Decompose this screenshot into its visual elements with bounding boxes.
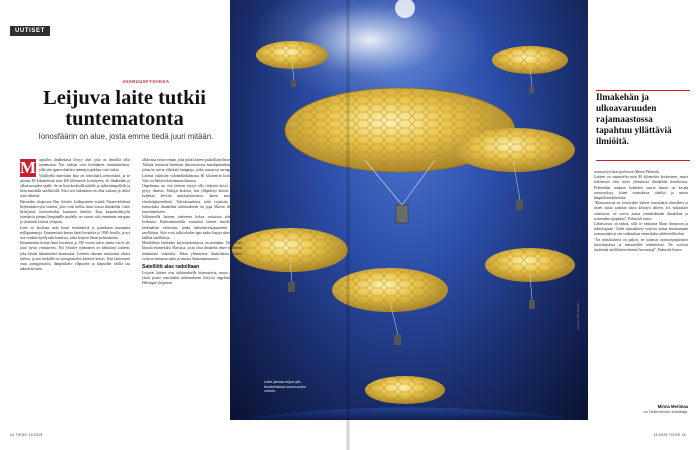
body-paragraph: ”Jos mittalaitteita on paljon, ne auttavat avaruusympäristön kartoituksessa ja ennusteiden tekemisessä. Ne voisivat täydentää satelliittien tekemiä havaintoja”, Palmroth kertoo. xyxy=(594,237,688,253)
payload-box-icon xyxy=(394,335,401,345)
body-paragraph: Harvardin yliopiston Ben Schafer kollegoineen esitteli Nature-lehdessä höyhenenkevyen laitteen, joka voisi kellua tässä osassa ilmakehää. Laite hyödyntää fotoforeesiksi kutsuttua ilmiötä: Kun kaasumolekyylit törmäävät pinnan lämpimälle puolelle, ne saavat siitä enemmän energiaa ja työntävät laitetta ylöspäin. xyxy=(20,199,130,225)
body-paragraph: aapallon ilmakehästä löytyy alue, joka on ilmiöiltä ollut tuntematon. Nyt tutkijat ovat kehittäneet mittalaitteiston, jolla tätä ignorosfääriksi nimettyä paikkaa voisi tutkia. xyxy=(39,158,130,173)
hexagon-disc-icon xyxy=(455,128,575,172)
body-paragraph: Mahdollisia laitteiden käyttötarkoituksia on muitakin. Niitä voisi käyttää esimerkiksi Marsissa, jossa ohut ilmakehä tekee tavallisen lentämisen vaikeaksi. Maan ylemmässä ilmakehässä laitteet voisivat ennustaa säätä ja seurata ilmastonmuutosta. xyxy=(142,241,242,261)
byline-role: on Tiede-lehden toimittaja. xyxy=(643,410,688,414)
body-paragraph: Valitsemalla laitteen rakenteen kokoa voitaisiin säätää sen korkeutta. Radioantenneilla varustetut laitteet muodostaisivat keskinäisen verkoston, jonka tiedonsiirtokapasiteetti vastaisi satelliitteja. Siitä voisi tulla tehokas tapa tutkia laajoja alueita ilman kalliita satelliitteja. xyxy=(142,215,242,241)
illustration-floating-discs xyxy=(230,0,588,420)
body-paragraph: Lähiavaruus on tärkeä, sillä se vaikuttaa Maan ilmastoon ja teknologiaan. Uudet mittalaitteet voisivat auttaa ennustamaan avaruussäätä ja sen vaikutuksia esimerkiksi sähköverkkoihin. xyxy=(594,222,688,237)
body-paragraph: avaruusfyysikon professori Minna Palmroth. xyxy=(594,170,660,174)
kicker: AVARUUSFYSIIKKA xyxy=(122,79,170,84)
body-paragraph: Leijuvat laitteet ovat tutkimukselle kiinnostavia, mutta ne eivät yksin poista ionosfäärin tutkimukseen liittyviä ongelmia, sanoo Helsingin yliopiston xyxy=(142,271,242,286)
disc-scene xyxy=(230,0,588,420)
body-paragraph: Ensimmäisiä kertaa ilmiö havaittiin jo 180 vuotta sitten, mutta sitä ei ole juuri hyvin ymmärretty. Nyt Schafer ryhmineen on kehittänyt laitteen, joka kestää äärimmäistä kuumuutta. Laitteen rakenne muistuttaa ohutta kalvoa, ja sen keskellä on auringonvaloa keräävä kerros. Kun laitteeseen osuu auringonvaloa, lämpötilaero yläpuolen ja alapuolen välillä saa aikaan nosteen. xyxy=(20,241,130,272)
payload-box-icon xyxy=(288,282,295,292)
payload-box-icon xyxy=(529,300,535,309)
subheading: Satelliitit alas radoiltaan xyxy=(142,264,200,271)
hexagon-disc-icon xyxy=(232,228,348,272)
image-credit: Kuvitus: Ben Schafer xyxy=(576,301,580,330)
pull-quote: Ilmakehän ja ulkoavaruuden rajamaastossa tapahtuu yllättäviä ilmiöitä. xyxy=(596,93,672,147)
body-column-3 xyxy=(594,170,688,394)
page-gutter xyxy=(346,0,350,450)
payload-box-icon xyxy=(396,205,408,223)
body-paragraph: Laitteet on suunniteltu noin 80 kilometrin korkeuteen, mutta tutkittavaa olisi myös ylemmissä ilmakehän kerroksissa. Palmrothin mukaan laitteiden suurin haaste on kestää avaruusoloja, kuten voimakasta säteilyä ja suuria lämpötilanvaihteluita. xyxy=(594,175,688,201)
body-paragraph: Ongelmana on, että laitteen täytyy olla riittävän kevyt, jotta se pysyy ilmassa. Tutkijat laskivat, että ylläpidetyt laitteet voisivat kuljettaa kevyttä mittauslaitteistoa, kuten anturit ja viestintäjärjestelmiä. Tulevaisuudessa niitä voitaisiin käyttää esimerkiksi ilmakehän tutkimukseen tai jopa Marsin ilmakehän kartoittamiseen. xyxy=(142,184,242,215)
byline-name: Minna Merimaa xyxy=(657,404,688,409)
payload-box-icon xyxy=(516,200,523,210)
body-paragraph: alhaisissa nostovoiman, joka pitää laitteen paikoillaan ilmassa. xyxy=(142,158,235,162)
body-paragraph: ”Kiinnostavaa on, kestävätkö laitteet ionosfäärin olosuhteet ja miten niistä saadaan dataa kerättyä talteen. Jos mittaukset onnistuvat, ne voivat auttaa ymmärtämään ilmakehän ja avaruuden rajapintaa”, Palmroth sanoo. xyxy=(594,201,688,221)
pull-quote-rule xyxy=(596,90,690,91)
body-column-1 xyxy=(20,158,130,406)
body-paragraph: Vitalilsella nimettään alue on ionosfäärit–termosfääri, ja se ulottuu 80 kilometristä noin 400 kilometrin korkeuteen, eli ilmakehän ja ulkoavaruuden rajalle. Se on liian korkealla tutkille ja sääluotainpallolle ja liian matalalla satelliiteille. Siksi sen tutkiminen on ollut vaikeaa ja tiedot siitä vähäisiä. xyxy=(20,173,130,199)
image-caption: Laite jaksaa leijua ylä-ilmakehässä kuumuuden voimin. xyxy=(264,380,307,394)
body-paragraph: Tutkijat testasivat laitettaan laboratoriossa matalapainekammiossa, johon he tuivat ylikeksiä lamppuja, jotka vastasivat auringonvaloa. Laitetta valaistiin valonnäkökulmasta 60 kilometrin korkeudesta. Valo sai laitteen kohoamaan ilmassa. xyxy=(142,163,242,183)
payload-box-icon xyxy=(291,80,296,87)
headline: Leijuva laite tutkii tuntematonta xyxy=(43,87,206,130)
hexagon-disc-icon xyxy=(256,41,328,69)
pull-quote-rule xyxy=(596,160,690,161)
payload-box-icon xyxy=(529,86,534,93)
planet-limb xyxy=(230,408,588,421)
hexagon-disc-icon xyxy=(365,376,445,404)
dropcap: M xyxy=(20,158,37,177)
dek: Ionosfäärin on alue, josta emme tiedä juuri mitään. xyxy=(38,132,214,141)
body-paragraph: Laite on kooltaan noin kuusi senttimetriä ja painoltaan muutamia milligrammoja. Ensimmäisiä kertaa ilmiö havaittiin jo 1800-luvulla, ja nyt sitä voidaan hyödyntää laitteissa, jotka leijuvat ilman polttoainetta. xyxy=(20,225,130,241)
folio-left: 14 TIEDE 11/2025 xyxy=(10,433,43,437)
section-tab: UUTISET xyxy=(10,26,50,36)
folio-right: 11/2025 TIEDE 15 xyxy=(653,433,686,437)
body-column-2 xyxy=(142,158,242,406)
